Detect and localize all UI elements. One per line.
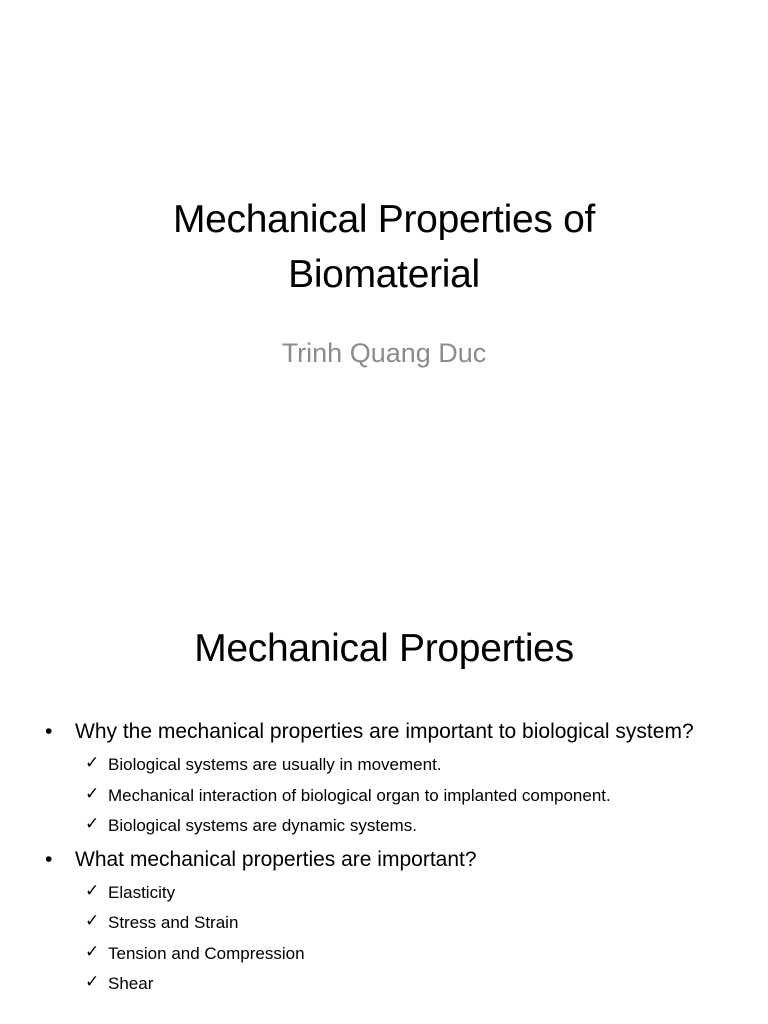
bullet-item [40,845,740,875]
content-slide [0,576,768,1024]
sub-item-text: Tension and Compression [108,943,305,963]
bullet-text: What mechanical properties are important? [75,847,477,871]
sub-item-text: Stress and Strain [108,913,239,932]
sub-item [40,878,740,909]
sub-item-text: Biological systems are usually in movement. [108,755,442,774]
sub-list [40,878,740,1000]
slide-content [40,717,740,1003]
checkmark-icon: ✓ [85,783,100,804]
bullet-text: Why the mechanical properties are important to biological system? [75,720,694,743]
sub-item-text: Shear [108,974,154,993]
sub-item [40,969,740,1000]
bullet-icon: • [45,847,53,871]
sub-item-text: Biological systems are dynamic systems. [108,816,417,835]
slide-title: Mechanical Properties [194,627,574,670]
checkmark-icon: ✓ [85,911,100,931]
sub-item [40,939,740,970]
checkmark-icon: ✓ [85,941,100,962]
checkmark-icon: ✓ [85,814,100,834]
sub-item [40,750,740,781]
bullet-icon: • [45,720,53,743]
sub-list [40,750,740,842]
presentation-title [84,192,684,302]
sub-item [40,908,740,939]
sub-item [40,781,740,812]
bullet-item [40,717,740,747]
author-subtitle: Trinh Quang Duc [281,338,487,368]
sub-item [40,811,740,842]
checkmark-icon: ✓ [85,972,100,992]
sub-item-text: Elasticity [108,882,176,902]
title-line-2: Biomaterial [288,253,480,296]
sub-item-text: Mechanical interaction of biological organ to implanted component. [108,785,611,805]
checkmark-icon: ✓ [85,753,100,773]
title-line-1: Mechanical Properties of [172,198,595,241]
checkmark-icon: ✓ [85,880,100,901]
